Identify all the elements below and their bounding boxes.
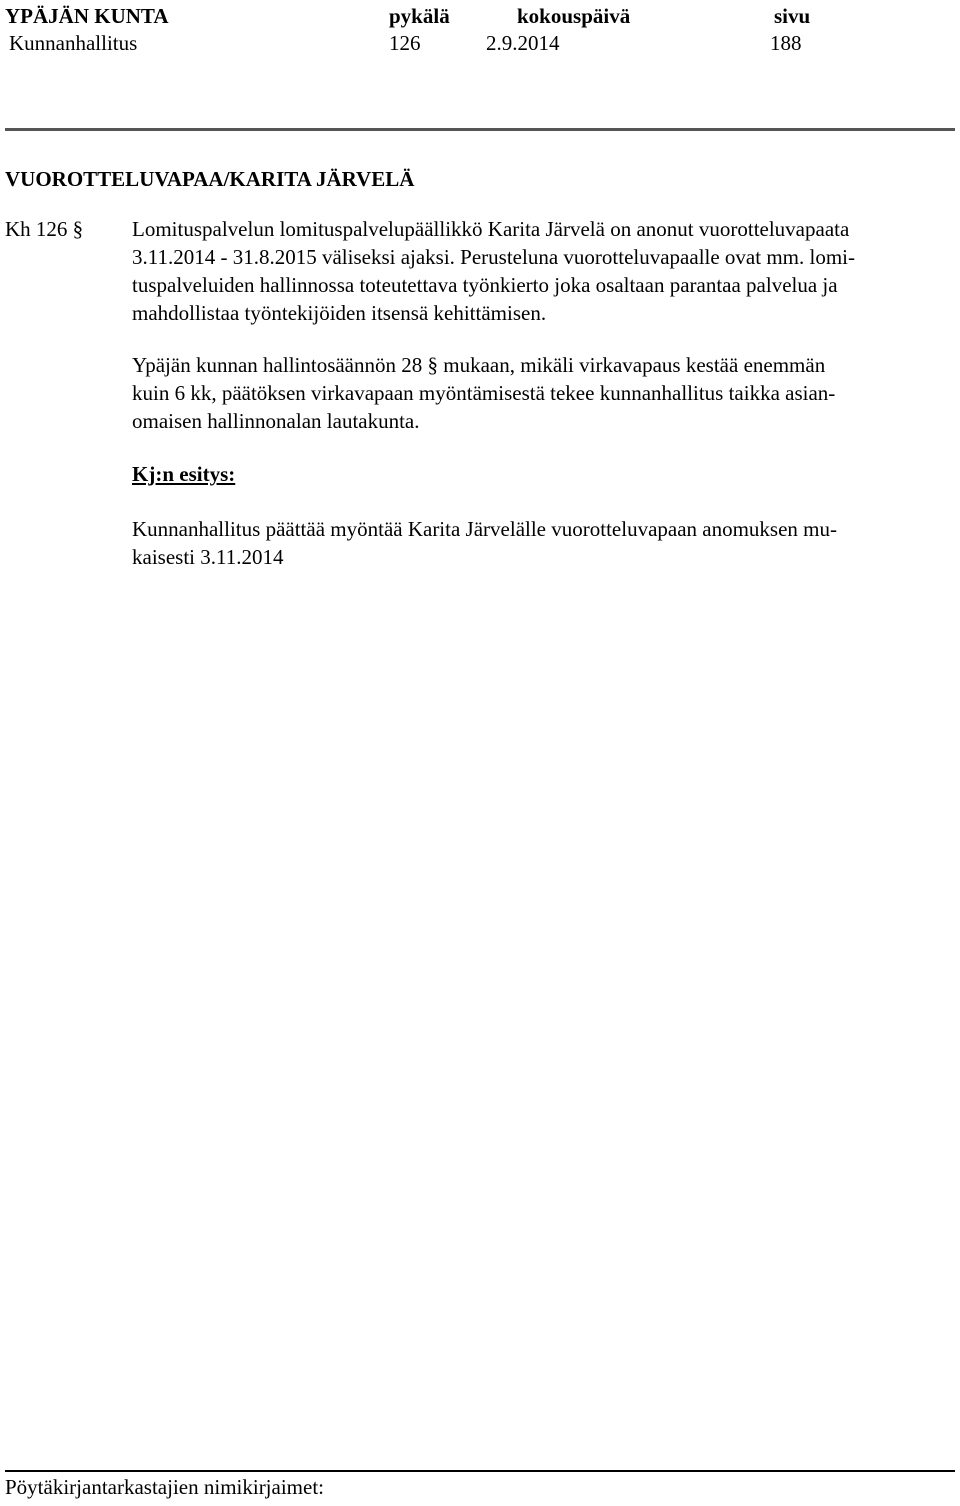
paragraph-line: omaisen hallinnonalan lautakunta. [132,409,420,433]
paragraph-2 [132,351,932,435]
body-name: Kunnanhallitus [9,31,138,55]
paragraph-1 [132,215,932,327]
paragraph-line: kaisesti 3.11.2014 [132,545,284,569]
footer-initials-label: Pöytäkirjantarkastajien nimikirjaimet: [5,1475,324,1499]
document-title: VUOROTTELUVAPAA/KARITA JÄRVELÄ [5,167,415,191]
org-name: YPÄJÄN KUNTA [5,4,169,28]
paragraph-line: mahdollistaa työntekijöiden itsensä kehittämisen. [132,301,547,325]
paragraph-line: Ypäjän kunnan hallintosäännön 28 § mukaan, mikäli virkavapaus kestää enemmän [132,353,826,377]
paragraph-line: kuin 6 kk, päätöksen virkavapaan myöntämisestä tekee kunnanhallitus taikka asian- [132,381,836,405]
date-label: kokouspäivä [517,4,631,28]
paragraph-line: Kunnanhallitus päättää myöntää Karita Järvelälle vuorotteluvapaan anomuksen mu- [132,517,838,541]
section-value: 126 [389,31,421,55]
section-reference: Kh 126 § [5,217,84,241]
proposal-label: Kj:n esitys: [132,462,236,486]
date-value: 2.9.2014 [486,31,560,55]
paragraph-line: tuspalveluiden hallinnossa toteutettava työnkierto joka osaltaan parantaa palvelua ja [132,273,838,297]
paragraph-line: Lomituspalvelun lomituspalvelupäällikkö Karita Järvelä on anonut vuorotteluvapaata [132,217,850,241]
page-label: sivu [774,4,811,28]
page-value: 188 [770,31,802,55]
section-label: pykälä [389,4,450,28]
footer-divider [5,1470,955,1472]
paragraph-line: 3.11.2014 - 31.8.2015 väliseksi ajaksi. Perusteluna vuorotteluvapaalle ovat mm. lomi- [132,245,856,269]
header-divider [5,128,955,131]
proposal-text [132,515,932,571]
